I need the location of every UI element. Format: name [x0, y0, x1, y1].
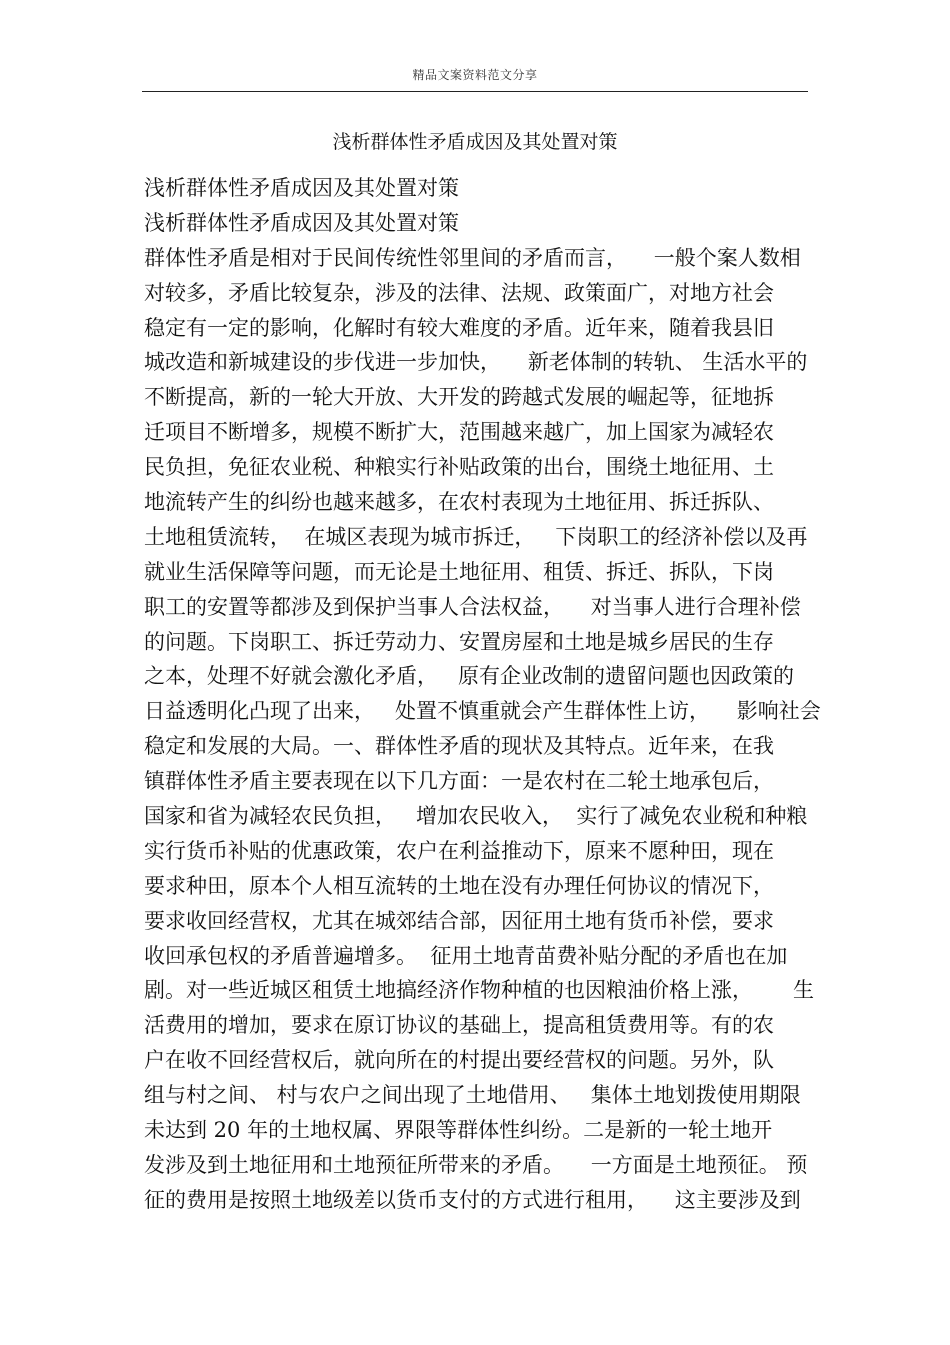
body-text-line: 要求种田，原本个人相互流转的土地在没有办理任何协议的情况下， — [144, 873, 774, 898]
body-text-line: 活费用的增加，要求在原订协议的基础上，提高租赁费用等。有的农 — [144, 1013, 774, 1038]
body-text-line: 国家和省为减轻农民负担， 增加农民收入， 实行了减免农业税和种粮 — [144, 804, 808, 829]
body-text-line: 群体性矛盾是相对于民间传统性邻里间的矛盾而言， 一般个案人数相 — [144, 245, 801, 270]
document-title: 浅析群体性矛盾成因及其处置对策 — [332, 131, 618, 153]
body-text-line: 不断提高，新的一轮大开放、大开发的跨越式发展的崛起等，征地拆 — [144, 385, 774, 410]
document-body — [144, 171, 821, 1218]
body-text-line: 就业生活保障等问题，而无论是土地征用、租赁、拆迁、拆队，下岗 — [144, 559, 774, 584]
body-text-line: 发涉及到土地征用和土地预征所带来的矛盾。 一方面是土地预征。 预 — [144, 1152, 808, 1177]
body-text-line: 地流转产生的纠纷也越来越多，在农村表现为土地征用、拆迁拆队、 — [144, 490, 774, 515]
body-text-line: 征的费用是按照土地级差以货币支付的方式进行租用， 这主要涉及到 — [144, 1187, 801, 1212]
body-text-line: 的问题。下岗职工、拆迁劳动力、安置房屋和土地是城乡居民的生存 — [144, 629, 774, 654]
body-text-line: 职工的安置等都涉及到保护当事人合法权益， 对当事人进行合理补偿 — [144, 594, 801, 619]
body-text-line: 民负担，免征农业税、种粮实行补贴政策的出台，围绕土地征用、土 — [144, 455, 774, 480]
body-text-line: 之本，处理不好就会激化矛盾， 原有企业改制的遗留问题也因政策的 — [144, 664, 795, 689]
page-header: 精品文案资料范文分享 — [412, 68, 538, 82]
body-text-line: 稳定有一定的影响，化解时有较大难度的矛盾。近年来，随着我县旧 — [144, 315, 774, 340]
header-divider — [142, 91, 808, 92]
body-text-line: 剧。对一些近城区租赁土地搞经济作物种植的也因粮油价格上涨， 生 — [144, 978, 815, 1003]
body-text-line: 城改造和新城建设的步伐进一步加快， 新老体制的转轨、 生活水平的 — [144, 350, 808, 375]
body-text-line: 收回承包权的矛盾普遍增多。 征用土地青苗费补贴分配的矛盾也在加 — [144, 943, 788, 968]
body-text-line: 要求收回经营权，尤其在城郊结合部，因征用土地有货币补偿，要求 — [144, 908, 774, 933]
body-text-line: 日益透明化凸现了出来， 处置不慎重就会产生群体性上访， 影响社会 — [144, 699, 821, 724]
body-text-line: 镇群体性矛盾主要表现在以下几方面：一是农村在二轮土地承包后， — [144, 769, 774, 794]
body-text-line: 未达到 20 年的土地权属、界限等群体性纠纷。二是新的一轮土地开 — [144, 1118, 773, 1143]
body-text-line: 迁项目不断增多，规模不断扩大，范围越来越广，加上国家为减轻农 — [144, 420, 774, 445]
body-text-line: 浅析群体性矛盾成因及其处置对策 — [144, 210, 459, 235]
body-text-line: 对较多，矛盾比较复杂，涉及的法律、法规、政策面广，对地方社会 — [144, 280, 774, 305]
body-text-line: 土地租赁流转， 在城区表现为城市拆迁， 下岗职工的经济补偿以及再 — [144, 524, 808, 549]
body-text-line: 组与村之间、 村与农户之间出现了土地借用、 集体土地划拨使用期限 — [144, 1083, 801, 1108]
body-text-line: 户在收不回经营权后，就向所在的村提出要经营权的问题。另外，队 — [144, 1048, 774, 1073]
body-text-line: 稳定和发展的大局。一、群体性矛盾的现状及其特点。近年来，在我 — [144, 734, 774, 759]
body-text-line: 浅析群体性矛盾成因及其处置对策 — [144, 176, 459, 200]
body-text-line: 实行货币补贴的优惠政策，农户在利益推动下，原来不愿种田，现在 — [144, 838, 774, 863]
